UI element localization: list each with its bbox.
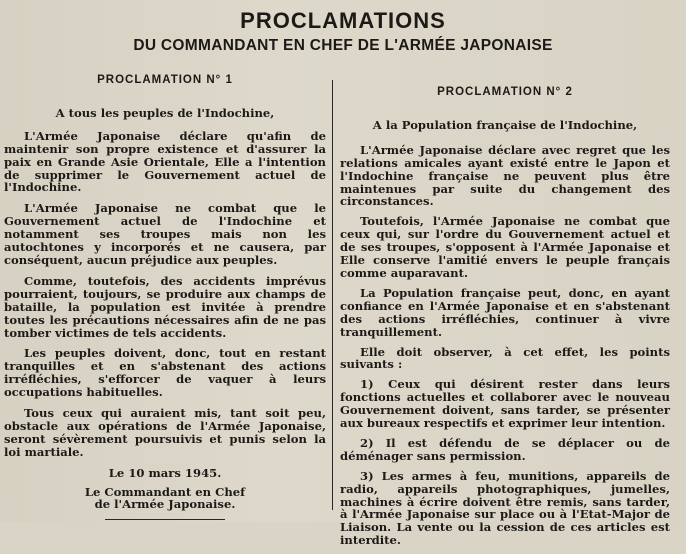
proclamation-2-point: 2) Il est défendu de se déplacer ou de déménager sans permission.: [340, 435, 670, 463]
proclamation-1-address: A tous les peuples de l'Indochine,: [55, 105, 275, 120]
page-subtitle: DU COMMANDANT EN CHEF DE L'ARMÉE JAPONAISE: [133, 37, 553, 54]
proclamation-1-heading: PROCLAMATION N° 1: [97, 74, 233, 86]
proclamation-2-heading: PROCLAMATION N° 2: [437, 86, 573, 98]
page-title: PROCLAMATIONS: [240, 8, 446, 33]
proclamation-2-column: [340, 86, 670, 554]
proclamation-1-paragraph: Tous ceux qui auraient mis, tant soit peu, obstacle aux opérations de l'Armée Japonaise, seront sévèrement poursuivis et punis selon la loi martiale.: [4, 406, 326, 459]
proclamation-2-address: A la Population française de l'Indochine,: [372, 117, 638, 132]
proclamation-date: Le 10 mars 1945.: [108, 465, 222, 480]
signature-line-2: de l'Armée Japonaise.: [94, 497, 236, 512]
signature-rule: [105, 519, 225, 520]
proclamation-2-paragraph: L'Armée Japonaise déclare avec regret que les relations amicales ayant existé entre le Japon et l'Indochine française ne peuvent plus être maintenues par suite du changement des circonstances.: [340, 142, 670, 209]
proclamation-1-paragraph: L'Armée Japonaise déclare qu'afin de maintenir son propre existence et d'assurer la paix en Grande Asie Orientale, Elle a l'intention de supprimer le Gouvernement actuel de l'Indochine.: [4, 128, 326, 195]
proclamation-2-paragraph: Toutefois, l'Armée Japonaise ne combat que ceux qui, sur l'ordre du Gouvernement actuel et de ses troupes, s'opposent à l'Armée Japonaise et Elle conserve l'amitié envers le peuple français comme auparavant.: [340, 214, 670, 280]
column-divider: [332, 80, 333, 510]
proclamation-2-point: 1) Ceux qui désirent rester dans leurs fonctions actuelles et collaborer avec le nouveau Gouvernement doivent, sans tarder, se présenter aux bureaux respectifs et exprimer leur intention.: [340, 377, 670, 431]
proclamation-1-paragraph: L'Armée Japonaise ne combat que le Gouvernement actuel de l'Indochine et notamment ses troupes mais non les autochtones y incorporés et ne causera, par conséquent, aucun préjudice aux peuples.: [4, 201, 326, 267]
proclamation-2-point: 3) Les armes à feu, munitions, appareils de radio, appareils photographiques, jumelles, machines à écrire doivent être remis, sans tarder, à l'Armée Japonaise sur place ou à l'Etat-Major de Liaison. La vente ou la cession de ces articles est interdite.: [340, 468, 670, 548]
proclamation-1-paragraph: Comme, toutefois, des accidents imprévus pourraient, toujours, se produire aux champs de bataille, la population est invitée à prendre toutes les précautions nécessaires afin de ne pas tomber victimes de tels accidents.: [4, 273, 326, 340]
proclamation-2-paragraph: Elle doit observer, à cet effet, les points suivants :: [340, 344, 670, 372]
signature-line-1: Le Commandant en Chef: [84, 484, 246, 499]
proclamation-1-paragraph: Les peuples doivent, donc, tout en restant tranquilles et en s'abstenant des actions irréfléchies, s'efforcer de vaquer à leurs occupations habituelles.: [4, 346, 326, 400]
proclamation-1-column: [4, 74, 326, 520]
proclamation-2-paragraph: La Population française peut, donc, en ayant confiance en l'Armée Japonaise et en s'abstenant des actions irréfléchies, continuer à vivre tranquillement.: [340, 285, 670, 339]
